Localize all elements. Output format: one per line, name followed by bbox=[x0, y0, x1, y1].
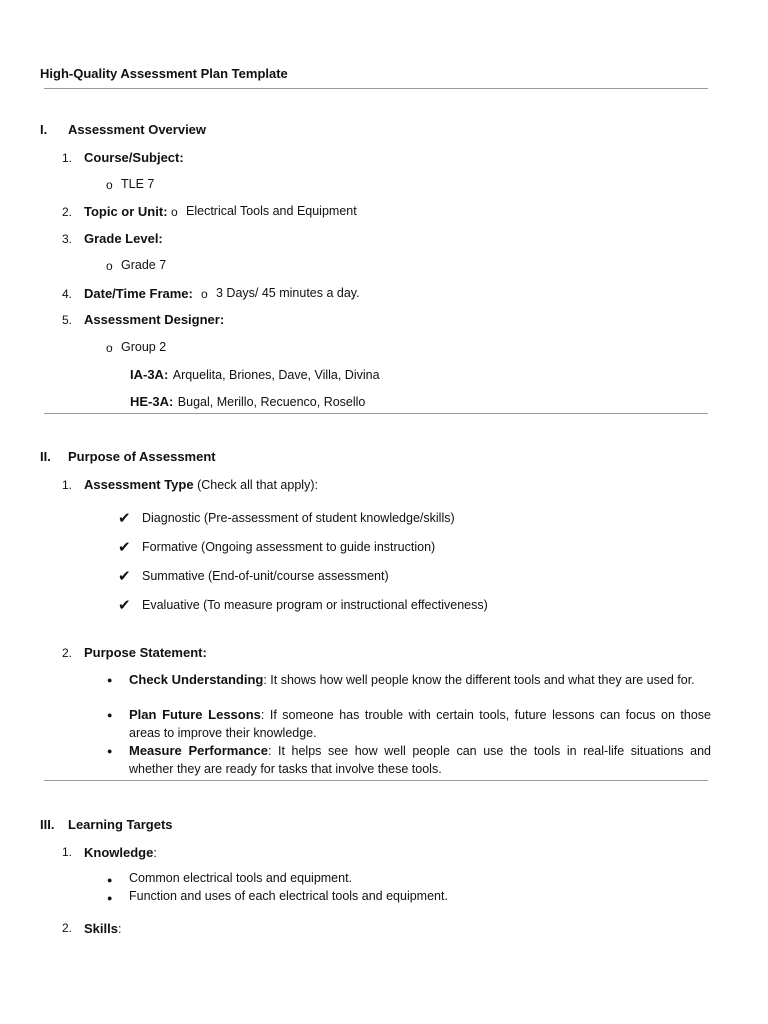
checkmark-icon: ✔ bbox=[118, 539, 131, 556]
group-names: Bugal, Merillo, Recuenco, Rosello bbox=[177, 395, 366, 409]
topic-unit-label: Topic or Unit: bbox=[84, 204, 168, 219]
divider bbox=[44, 88, 708, 89]
section-title: Learning Targets bbox=[68, 817, 173, 832]
course-subject-value: TLE 7 bbox=[121, 177, 155, 191]
assessment-designer-label: Assessment Designer: bbox=[84, 312, 225, 327]
knowledge-item: Common electrical tools and equipment. bbox=[129, 871, 353, 885]
item-number: 2. bbox=[62, 646, 73, 660]
bullet-dot-icon: ● bbox=[107, 893, 113, 903]
statement-check-understanding bbox=[129, 671, 711, 689]
section-number: II. bbox=[40, 449, 51, 464]
circle-bullet-icon: o bbox=[106, 178, 113, 192]
skills-heading bbox=[84, 920, 121, 938]
document-title: High-Quality Assessment Plan Template bbox=[40, 66, 288, 81]
bullet-dot-icon: ● bbox=[107, 675, 113, 685]
section-title: Assessment Overview bbox=[68, 122, 207, 137]
item-number: 3. bbox=[62, 232, 73, 246]
item-number: 2. bbox=[62, 205, 73, 219]
statement-term: Measure Performance bbox=[129, 743, 268, 758]
checkmark-icon: ✔ bbox=[118, 568, 131, 585]
group-label: HE-3A: bbox=[130, 394, 174, 409]
item-number: 1. bbox=[62, 478, 73, 492]
item-number: 1. bbox=[62, 845, 73, 859]
item-number: 2. bbox=[62, 921, 73, 935]
check-item-formative: Formative (Ongoing assessment to guide instruction) bbox=[142, 540, 436, 554]
skills-colon: : bbox=[117, 922, 122, 936]
divider bbox=[44, 780, 708, 781]
topic-unit-value: Electrical Tools and Equipment bbox=[186, 204, 357, 218]
section-number: III. bbox=[40, 817, 55, 832]
group-he3a bbox=[130, 393, 365, 411]
checkmark-icon: ✔ bbox=[118, 597, 131, 614]
circle-bullet-icon: o bbox=[106, 259, 113, 273]
group-ia3a bbox=[130, 366, 380, 384]
date-time-label: Date/Time Frame: bbox=[84, 286, 193, 301]
statement-text: : If someone has trouble with certain tools, future lessons can focus on those areas to improve their knowledge. bbox=[129, 708, 711, 740]
purpose-statement-label: Purpose Statement: bbox=[84, 645, 207, 660]
statement-text: : It helps see how well people can use the tools in real-life situations and whether they are ready for tasks that involve these tools. bbox=[129, 744, 711, 776]
assessment-type-heading bbox=[84, 476, 318, 494]
statement-term: Check Understanding bbox=[129, 672, 264, 687]
statement-term: Plan Future Lessons bbox=[129, 707, 261, 722]
section-number: I. bbox=[40, 122, 48, 137]
bullet-dot-icon: ● bbox=[107, 710, 113, 720]
check-item-diagnostic: Diagnostic (Pre-assessment of student knowledge/skills) bbox=[142, 511, 455, 525]
divider bbox=[44, 413, 708, 414]
assessment-designer-value: Group 2 bbox=[121, 340, 167, 354]
statement-text: : It shows how well people know the different tools and what they are used for. bbox=[263, 673, 695, 687]
item-number: 4. bbox=[62, 287, 73, 301]
circle-bullet-icon: o bbox=[171, 205, 178, 219]
bullet-dot-icon: ● bbox=[107, 746, 113, 756]
group-names: Arquelita, Briones, Dave, Villa, Divina bbox=[172, 368, 380, 382]
section-title: Purpose of Assessment bbox=[68, 449, 216, 464]
grade-level-value: Grade 7 bbox=[121, 258, 167, 272]
check-item-summative: Summative (End-of-unit/course assessment) bbox=[142, 569, 389, 583]
item-number: 1. bbox=[62, 151, 73, 165]
statement-measure-performance bbox=[129, 742, 711, 778]
date-time-value: 3 Days/ 45 minutes a day. bbox=[216, 286, 360, 300]
check-item-evaluative: Evaluative (To measure program or instructional effectiveness) bbox=[142, 598, 488, 612]
knowledge-colon: : bbox=[153, 846, 157, 860]
course-subject-label: Course/Subject: bbox=[84, 150, 184, 165]
statement-plan-future-lessons bbox=[129, 706, 711, 742]
knowledge-item: Function and uses of each electrical tools and equipment. bbox=[129, 889, 448, 903]
item-number: 5. bbox=[62, 313, 73, 327]
checkmark-icon: ✔ bbox=[118, 510, 131, 527]
assessment-type-label: Assessment Type bbox=[84, 477, 194, 492]
knowledge-heading bbox=[84, 844, 157, 862]
group-label: IA-3A: bbox=[130, 367, 169, 382]
knowledge-label: Knowledge bbox=[84, 845, 154, 860]
circle-bullet-icon: o bbox=[106, 341, 113, 355]
grade-level-label: Grade Level: bbox=[84, 231, 163, 246]
skills-label: Skills bbox=[84, 921, 118, 936]
assessment-type-instruction: (Check all that apply): bbox=[193, 478, 318, 492]
bullet-dot-icon: ● bbox=[107, 875, 113, 885]
circle-bullet-icon: o bbox=[201, 287, 208, 301]
